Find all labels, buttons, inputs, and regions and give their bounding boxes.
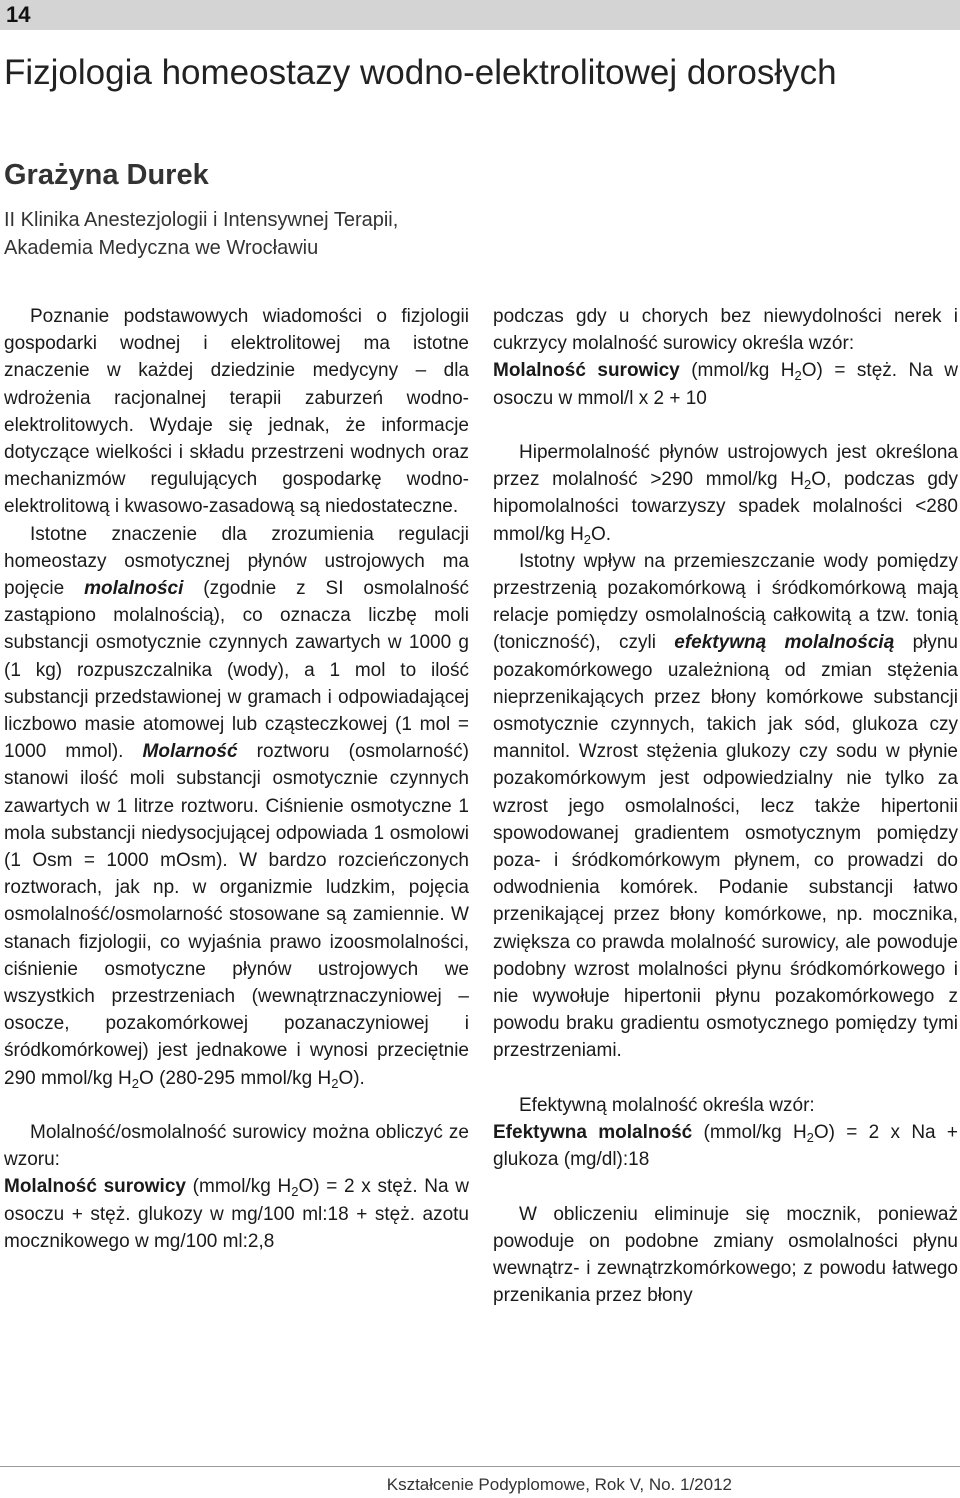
- formula-term: Molalność surowicy: [4, 1176, 186, 1198]
- text-run: O.: [591, 523, 612, 545]
- effective-formula-intro: Efektywną molalność określa wzór:: [519, 1094, 815, 1116]
- formula-term: Molalność surowicy: [493, 360, 680, 382]
- subscript: 2: [583, 531, 592, 547]
- text-run: (mmol/kg H: [679, 360, 795, 382]
- affiliation-line-1: II Klinika Anestezjologii i Intensywnej Terapii,: [4, 209, 399, 231]
- right-column: [493, 303, 958, 1309]
- formula-intro-paragraph: Molalność/osmolalność surowicy można obliczyć ze wzoru:: [4, 1122, 469, 1171]
- text-run: O) = 2 x stęż. Na w osoczu + stęż. glukozy w mg/100 ml:18 + stęż. azotu mocznikowego w mg/100 ml:2,8: [4, 1176, 470, 1252]
- text-run: O) = stęż. Na w osoczu w mmol/l x 2 + 10: [493, 360, 959, 409]
- journal-footer: Kształcenie Podyplomowe, Rok V, No. 1/2012: [386, 1475, 732, 1494]
- effective-molality-formula: [493, 1119, 958, 1173]
- simplified-formula: [493, 357, 958, 411]
- hypermolality-paragraph: [493, 439, 958, 548]
- intro-paragraph: Poznanie podstawowych wiadomości o fizjologii gospodarki wodnej i elektrolitowej ma istotne znaczenie w każdej dziedzinie medycyny – dla wdrożenia racjonalnej terapii zaburzeń wodno-elektrolitowych. Wydaje się jednak, że informacje dotyczące wielkości i składu przestrzeni wodnych oraz mechanizmów regulujących gospodarkę wodno-elektrolitową i kwasowo-zasadową są niedostateczne.: [4, 306, 469, 518]
- serum-molality-formula: [4, 1173, 469, 1255]
- article-author: Grażyna Durek: [4, 159, 209, 191]
- text-run: Istotny wpływ na przemieszczanie wody pomiędzy przestrzenią pozakomórkową i śródkomórkową mają relacje pomiędzy osmolalnością całkowitą a tzw. tonią (toniczność), czyli: [493, 550, 958, 654]
- tonicity-paragraph: [493, 548, 958, 1065]
- subscript: 2: [291, 1184, 299, 1200]
- page-number: 14: [6, 2, 31, 27]
- article-title: Fizjologia homeostazy wodno-elektrolitowej dorosłych: [4, 53, 837, 92]
- subscript: 2: [131, 1075, 140, 1091]
- page-header-bar: [0, 0, 960, 30]
- formula-term: Efektywna molalność: [493, 1122, 693, 1144]
- subscript: 2: [794, 368, 802, 384]
- text-run: roztworu (osmolarność) stanowi ilość moli substancji osmotycznie czynnych zawartych w 1 litrze roztworu. Ciśnienie osmotyczne 1 mola substancji niedysocjującej odpowiada 1 osmolowi (1 Osm = 1000 mOsm). W bardzo rozcieńczonych roztworach, jak np. w organizmie ludzkim, pojęcia osmolalność/osmolarność stosowane są zamiennie. W stanach fizjologii, co wyjaśnia prawo izoosmolalności, ciśnienie osmotyczne płynów ustrojowych we wszystkich przestrzeniach (wewnątrznaczyniowej – osocze, pozakomórkowej pozanaczyniowej i śródkomórkowej) jest jednakowe i wynosi przeciętnie 290 mmol/kg H: [4, 741, 469, 1089]
- text-run: (mmol/kg H: [185, 1176, 292, 1198]
- subscript: 2: [331, 1075, 339, 1091]
- term-efektywna-molalnosc: efektywną molalnością: [674, 632, 895, 654]
- text-run: Istotne znaczenie dla zrozumienia regulacji homeostazy osmotycznej płynów ustrojowych ma pojęcie: [4, 523, 469, 600]
- term-molarnosc: Molarność: [142, 741, 238, 763]
- subscript: 2: [803, 477, 812, 493]
- left-column: [4, 303, 469, 1255]
- article-affiliation: [4, 206, 398, 262]
- molality-paragraph: [4, 521, 469, 1092]
- text-run: Hipermolalność płynów ustrojowych jest określona przez molalność >290 mmol/kg H: [493, 442, 958, 491]
- affiliation-line-2: Akademia Medyczna we Wrocławiu: [4, 237, 319, 259]
- subscript: 2: [806, 1130, 814, 1146]
- text-run: O).: [338, 1067, 365, 1089]
- footer-divider: [0, 1466, 960, 1467]
- urea-paragraph: W obliczeniu eliminuje się mocznik, ponieważ powoduje on podobne zmiany osmolalności płynu wewnątrz- i zewnątrzkomórkowego; z powodu łatwego przenikania przez błony: [493, 1203, 958, 1307]
- text-run: O (280-295 mmol/kg H: [139, 1067, 332, 1089]
- text-run: (zgodnie z SI osmolalność zastąpiono molalnością), co oznacza liczbę moli substancji osmotycznie czynnych zawartych w 1000 g (1 kg) rozpuszczalnika (wody), a 1 mol to ilość substancji przedstawionej w gramach i odpowiadającej liczbowo masie atomowej lub cząsteczkowej (1 mol = 1000 mmol).: [4, 578, 469, 763]
- text-run: płynu pozakomórkowego uzależnioną od zmian stężenia nieprzenikających przez błony komórkowe substancji osmotycznie czynnych, takich jak sód, glukoza czy mannitol. Wzrost stężenia glukozy czy sodu w płynie pozakomórkowym jest odpowiedzialny nie tylko za wzrost jego osmolalności, lecz także hipertonii spowodowanej gradientem osmotycznym pomiędzy poza- i śródkomórkowym płynem, co prowadzi do odwodnienia komórek. Podanie substancji łatwo przenikającej przez błony komórkowe, np. mocznika, zwiększa co prawda molalność surowicy, ale powoduje podobny wzrost molalności płynu śródkomórkowego i nie wywołuje hipertonii płynu pozakomórkowego z powodu braku gradientu osmotycznego pomiędzy tymi przestrzeniami.: [493, 632, 958, 1062]
- text-run: O, podczas gdy hipomolalności towarzyszy spadek molalności <280 mmol/kg H: [493, 469, 958, 545]
- continuation-paragraph: podczas gdy u chorych bez niewydolności nerek i cukrzycy molalność surowicy określa wzór:: [493, 306, 958, 355]
- text-run: O) = 2 x Na + glukoza (mg/dl):18: [493, 1122, 959, 1171]
- term-molalnosci: molalności: [84, 578, 184, 600]
- text-run: (mmol/kg H: [692, 1122, 807, 1144]
